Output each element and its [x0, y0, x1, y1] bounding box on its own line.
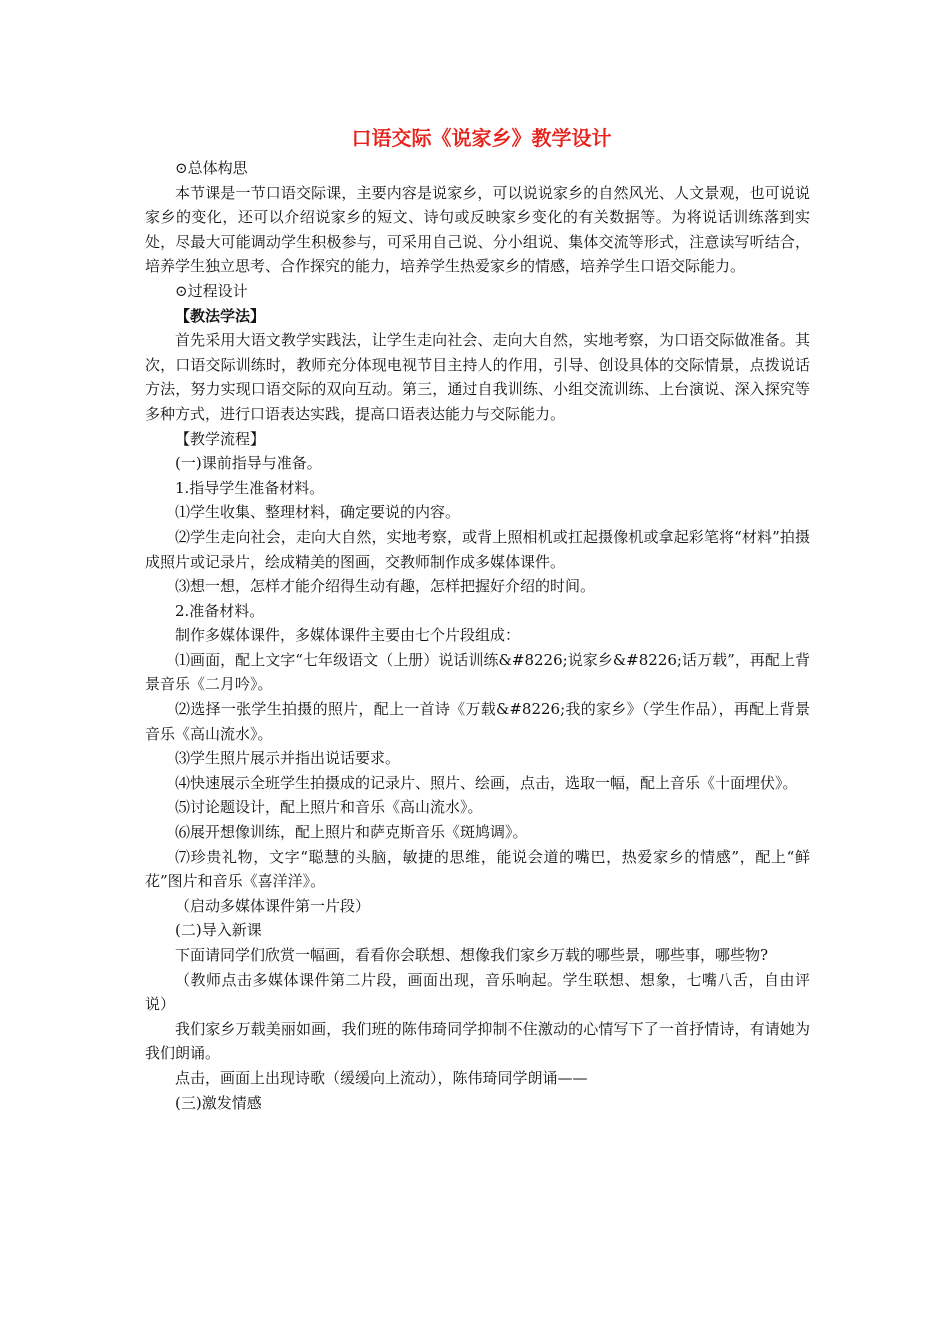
list-item: ⑶想一想，怎样才能介绍得生动有趣，怎样把握好介绍的时间。 [175, 577, 596, 596]
list-item: ⑹展开想像训练，配上照片和萨克斯音乐《斑鸠调》。 [175, 823, 528, 842]
paragraph-poem-intro: 我们家乡万载美丽如画，我们班的陈伟琦同学抑制不住激动的心情写下了一首抒情诗，有请她为我们朗诵。 [145, 1019, 810, 1063]
list-item: ⑵选择一张学生拍摄的照片，配上一首诗《万载&#8226;我的家乡》（学生作品），再配上背景音乐《高山流水》。 [145, 700, 810, 743]
list-item: ⑺珍贵礼物，文字“聪慧的头脑，敏捷的思维，能说会道的嘴巴，热爱家乡的情感”，配上“鲜花”图片和音乐《喜洋洋》。 [145, 847, 810, 891]
step-heading-2: (二)导入新课 [175, 921, 262, 940]
stage-note: （启动多媒体课件第一片段） [175, 896, 371, 915]
list-item: 1.指导学生准备材料。 [175, 478, 325, 497]
list-item: ⑷快速展示全班学生拍摄成的记录片、照片、绘画，点击，选取一幅，配上音乐《十面埋伏》。 [175, 773, 798, 792]
paragraph-methods: 首先采用大语文教学实践法，让学生走向社会、走向大自然，实地考察，为口语交际做准备。其次，口语交际训练时，教师充分体现电视节目主持人的作用，引导、创设具体的交际情景，点拨说话方法，努力实现口语交际的双向互动。第三，通过自我训练、小组交流训练、上台演说、深入探究等多种方式，进行口语表达实践，提高口语表达能力与交际能力。 [145, 331, 810, 423]
subheading-flow: 【教学流程】 [175, 429, 266, 448]
step-heading-1: (一)课前指导与准备。 [175, 454, 322, 473]
subheading-methods: 【教法学法】 [175, 306, 266, 325]
step-heading-3: (三)激发情感 [175, 1093, 262, 1112]
paragraph-overview: 本节课是一节口语交际课，主要内容是说家乡，可以说说家乡的自然风光、人文景观，也可说说家乡的变化，还可以介绍说家乡的短文、诗句或反映家乡变化的有关数据等。为将说话训练落到实处，尽最大可能调动学生积极参与，可采用自己说、分小组说、集体交流等形式，注意读写听结合，培养学生独立思考、合作探究的能力，培养学生热爱家乡的情感，培养学生口语交际能力。 [145, 183, 810, 276]
document-page [145, 120, 810, 1115]
document-title: 口语交际《说家乡》教学设计 [351, 126, 612, 150]
list-item: ⑸讨论题设计，配上照片和音乐《高山流水》。 [175, 798, 483, 817]
paragraph-stage-note: （教师点击多媒体课件第二片段，画面出现，音乐响起。学生联想、想象，七嘴八舌，自由评说） [145, 970, 810, 1014]
paragraph-intro: 下面请同学们欣赏一幅画，看看你会联想、想像我们家乡万载的哪些景，哪些事，哪些物? [175, 946, 769, 964]
section-heading-process: ⊙过程设计 [175, 281, 248, 300]
list-item: 2.准备材料。 [175, 601, 265, 620]
list-item: ⑶学生照片展示并指出说话要求。 [175, 749, 401, 768]
list-item: ⑵学生走向社会，走向大自然，实地考察，或背上照相机或扛起摄像机或拿起彩笔将“材料”拍摄成照片或记录片，绘成精美的图画，交教师制作成多媒体课件。 [145, 527, 810, 571]
list-item: ⑴学生收集、整理材料，确定要说的内容。 [175, 503, 461, 522]
section-heading-overview: ⊙总体构思 [175, 159, 248, 177]
paragraph-recite: 点击，画面上出现诗歌（缓缓向上流动），陈伟琦同学朗诵—— [175, 1068, 588, 1087]
list-item: ⑴画面，配上文字“七年级语文（上册）说话训练&#8226;说家乡&#8226;话万载”，再配上背景音乐《二月吟》。 [145, 650, 810, 694]
list-item: 制作多媒体课件，多媒体课件主要由七个片段组成： [175, 626, 521, 645]
